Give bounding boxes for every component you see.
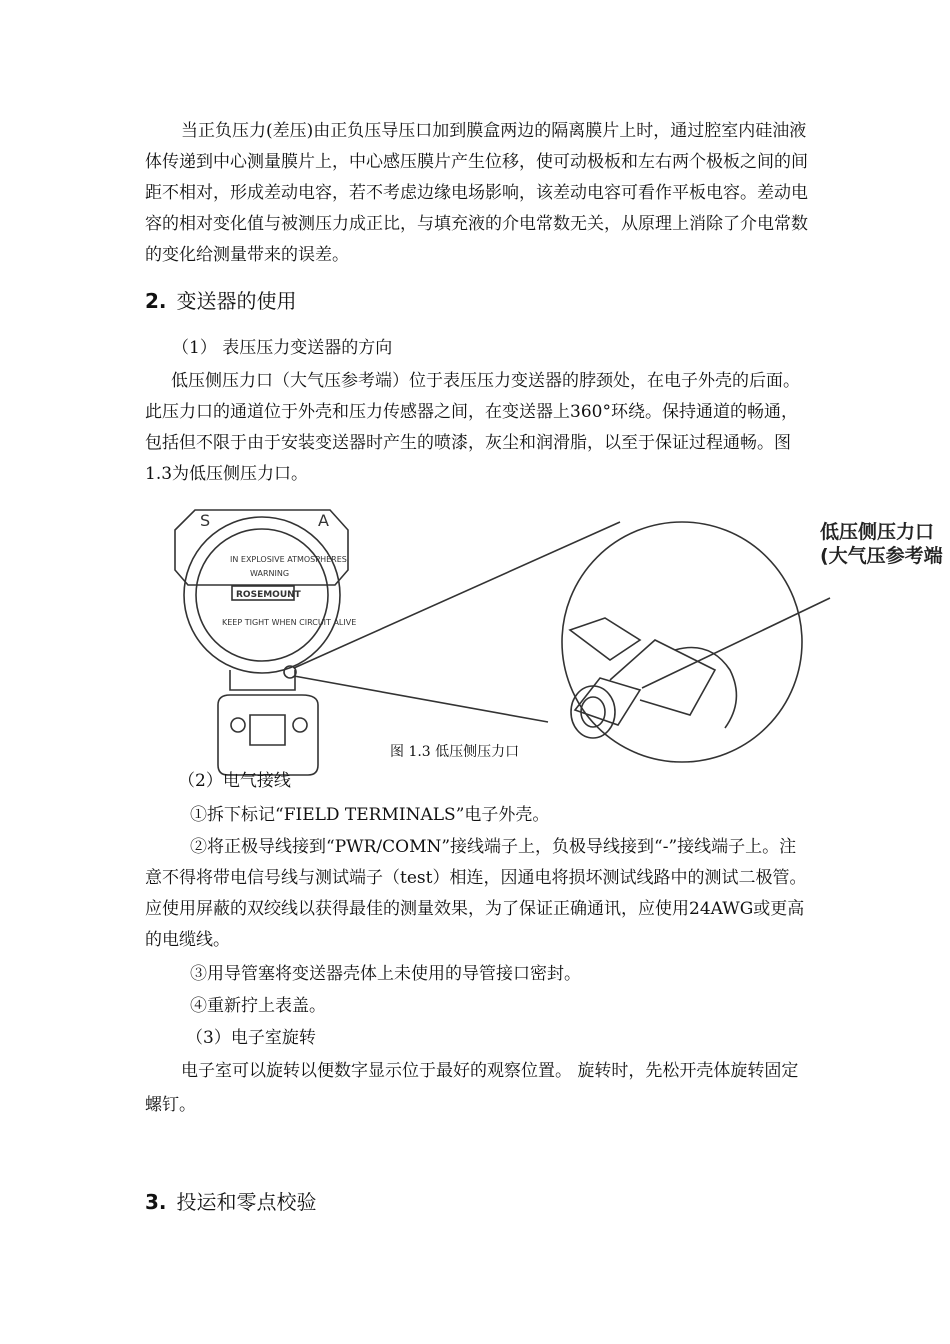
subsection-2-title: （2）电气接线 <box>178 771 291 791</box>
bolt-left <box>231 718 245 732</box>
label-s: S <box>200 511 211 530</box>
callout-line-2: (大气压参考端 <box>820 545 943 567</box>
figure-caption: 图 1.3 低压侧压力口 <box>390 744 520 760</box>
subsection-1-title: （1） 表压压力变送器的方向 <box>172 338 393 358</box>
section-2-number: 2. <box>145 289 167 313</box>
section-3-heading <box>145 1187 317 1217</box>
section-2-heading <box>145 286 297 316</box>
leader-line-bottom <box>294 676 548 722</box>
subsection-3-paragraph: 电子室可以旋转以便数字显示位于最好的观察位置。 旋转时，先松开壳体旋转固定螺钉。 <box>145 1061 799 1115</box>
bolt-right <box>293 718 307 732</box>
section-2-title: 变送器的使用 <box>176 289 297 313</box>
fitting-wing <box>570 618 640 660</box>
plate-text-top: IN EXPLOSIVE ATMOSPHERES <box>230 555 347 564</box>
figure-callout <box>820 520 943 568</box>
label-a: A <box>318 511 329 530</box>
callout-line-1: 低压侧压力口 <box>820 521 935 543</box>
wiring-step-3: ③用导管塞将变送器壳体上未使用的导管接口密封。 <box>190 964 581 984</box>
wiring-step-4: ④重新拧上表盖。 <box>190 996 326 1016</box>
intro-paragraph: 当正负压力(差压)由正负压导压口加到膜盒两边的隔离膜片上时，通过腔室内硅油液体传递到中心测量膜片上，中心感压膜片产生位移，使可动极板和左右两个极板之间的间距不相对，形成差动电容，若不考虑边缘电场影响，该差动电容可看作平板电容。差动电容的相对变化值与被测压力成正比，与填充液的介电常数无关，从原理上消除了介电常数的变化给测量带来的误差。 <box>145 121 808 265</box>
plate-text-warning: WARNING <box>250 569 290 578</box>
plate-text-bottom: KEEP TIGHT WHEN CIRCUIT ALIVE <box>222 618 357 627</box>
plate-brand: ROSEMOUNT <box>236 590 301 600</box>
port-opening <box>571 686 615 738</box>
section-3-title: 投运和零点校验 <box>176 1190 317 1214</box>
section-3-number: 3. <box>145 1190 167 1214</box>
wiring-step-2: ②将正极导线接到“PWR/COMN”接线端子上，负极导线接到“-”接线端子上。注意不得将带电信号线与测试端子（test）相连，因通电将损坏测试线路中的测试二极管。应使用屏蔽的双绞线以获得最佳的测量效果，为了保证正确通讯，应使用24AWG或更高的电缆线。 <box>145 837 807 950</box>
subsection-1-paragraph: 低压侧压力口（大气压参考端）位于表压压力变送器的脖颈处，在电子外壳的后面。此压力口的通道位于外壳和压力传感器之间，在变送器上360°环绕。保持通道的畅通，包括但不限于由于安装变送器时产生的喷漆，灰尘和润滑脂，以至于保证过程通畅。图1.3为低压侧压力口。 <box>145 371 800 484</box>
subsection-3-title: （3）电子室旋转 <box>186 1028 316 1048</box>
sensor-face <box>250 715 285 745</box>
wiring-step-1: ①拆下标记“FIELD TERMINALS”电子外壳。 <box>190 805 550 825</box>
sensor-module <box>218 695 318 775</box>
